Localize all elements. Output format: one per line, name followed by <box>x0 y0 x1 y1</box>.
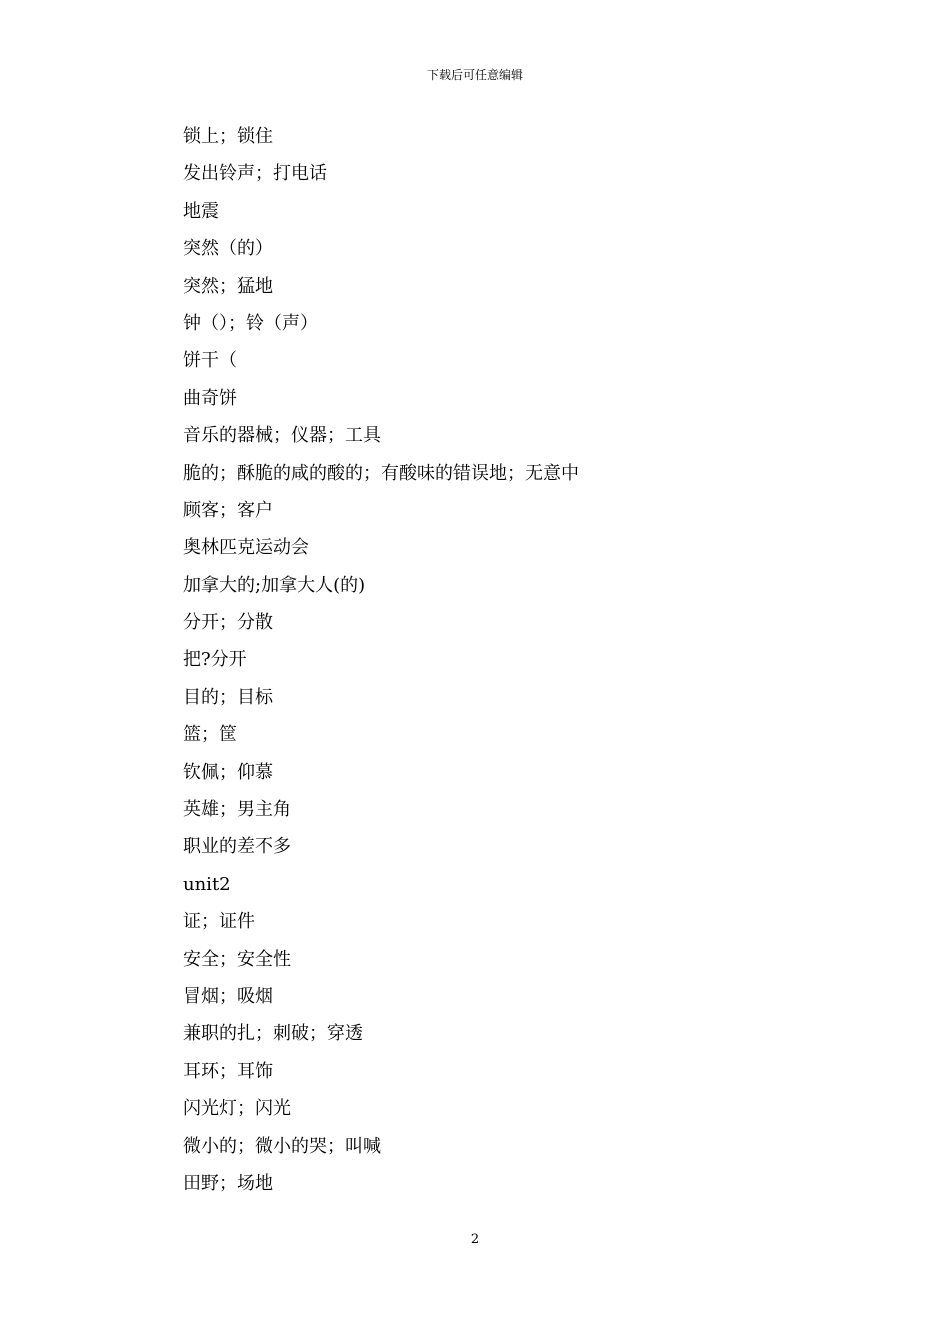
vocab-line-4: 突然（的） <box>183 238 273 260</box>
page-number: 2 <box>470 1232 480 1247</box>
vocab-line-16: 目的；目标 <box>183 686 273 708</box>
vocab-line-13: 加拿大的;加拿大人(的) <box>183 574 366 596</box>
vocab-line-18: 钦佩；仰慕 <box>183 761 273 783</box>
vocab-line-2: 发出铃声；打电话 <box>183 163 327 185</box>
vocab-line-27: 闪光灯；闪光 <box>183 1098 291 1120</box>
vocab-line-5: 突然；猛地 <box>183 275 273 297</box>
vocab-line-10: 脆的；酥脆的咸的酸的；有酸味的错误地；无意中 <box>183 462 579 484</box>
vocab-line-15: 把?分开 <box>183 649 247 671</box>
vocab-line-28: 微小的；微小的哭；叫喊 <box>183 1135 381 1157</box>
vocabulary-list <box>183 118 803 1202</box>
vocab-line-7: 饼干（ <box>183 350 237 372</box>
vocab-line-9: 音乐的器械；仪器；工具 <box>183 425 381 447</box>
vocab-line-23: 安全；安全性 <box>183 948 291 970</box>
vocab-line-6: 钟（）；铃（声） <box>183 312 318 334</box>
vocab-line-14: 分开；分散 <box>183 612 273 634</box>
vocab-line-8: 曲奇饼 <box>183 387 237 409</box>
page-header: 下载后可任意编辑 <box>426 68 523 82</box>
vocab-line-22: 证；证件 <box>183 911 255 933</box>
vocab-line-19: 英雄；男主角 <box>183 799 291 821</box>
vocab-line-20: 职业的差不多 <box>183 836 291 858</box>
vocab-line-17: 篮；筐 <box>183 724 237 746</box>
vocab-line-26: 耳环；耳饰 <box>183 1060 273 1082</box>
vocab-line-1: 锁上；锁住 <box>183 126 273 147</box>
vocab-line-11: 顾客；客户 <box>183 499 273 521</box>
vocab-line-3: 地震 <box>183 200 219 222</box>
vocab-line-25: 兼职的扎；刺破；穿透 <box>183 1023 363 1045</box>
unit-heading: unit2 <box>183 873 231 895</box>
vocab-line-12: 奥林匹克运动会 <box>183 537 309 559</box>
vocab-line-24: 冒烟；吸烟 <box>183 985 273 1007</box>
vocab-line-29: 田野；场地 <box>183 1172 273 1194</box>
